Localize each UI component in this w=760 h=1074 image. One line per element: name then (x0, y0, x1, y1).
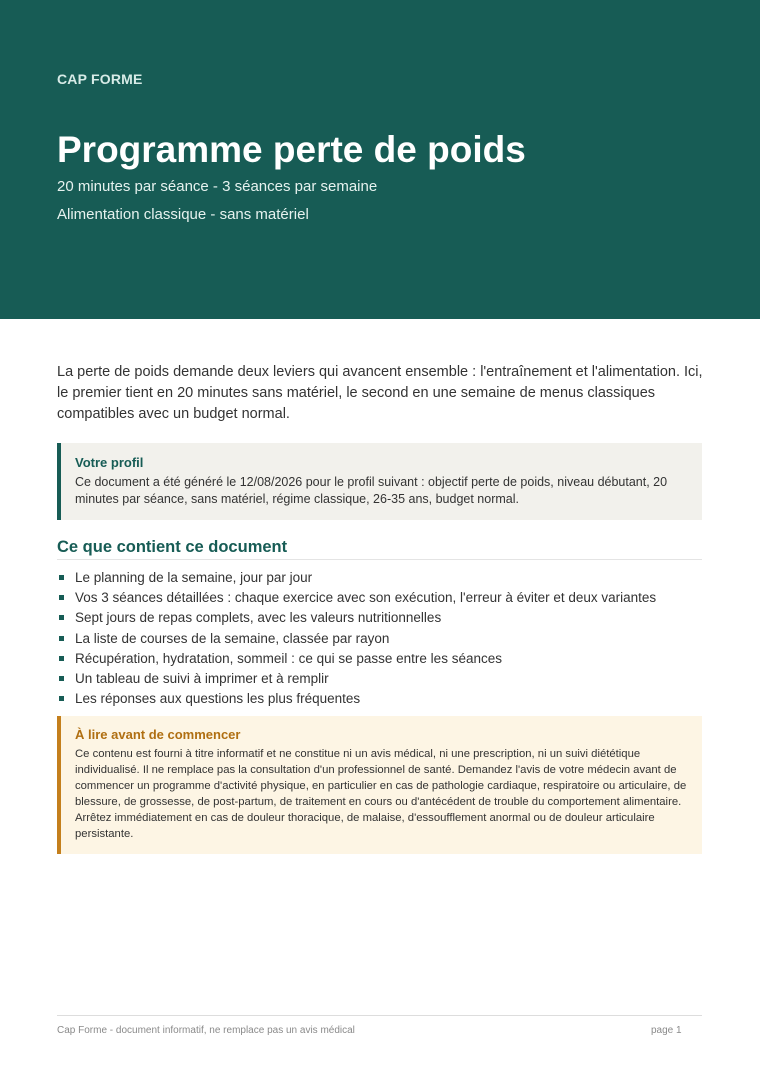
list-item-text: Vos 3 séances détaillées : chaque exercice avec son exécution, l'erreur à éviter et deux variantes (75, 590, 657, 606)
warning-box (57, 716, 702, 854)
list-item (57, 689, 702, 709)
list-item-text: Récupération, hydratation, sommeil : ce qui se passe entre les séances (75, 650, 502, 666)
profile-text: Ce document a été généré le 12/08/2026 pour le profil suivant : objectif perte de poids, niveau débutant, 20 minutes par séance, sans matériel, régime classique, 26-35 ans, budget normal. (75, 475, 668, 506)
bullet-icon (59, 676, 64, 681)
bullet-icon (59, 696, 64, 701)
profile-title: Votre profil (75, 455, 144, 470)
list-item-text: Sept jours de repas complets, avec les valeurs nutritionnelles (75, 610, 442, 626)
list-item (57, 608, 702, 628)
bullet-icon (59, 656, 64, 661)
contents-list (57, 568, 702, 709)
profile-box (57, 443, 702, 520)
header-banner (0, 0, 760, 319)
warning-title: À lire avant de commencer (75, 727, 241, 742)
footer-divider (57, 1015, 702, 1016)
warning-text: Ce contenu est fourni à titre informatif et ne constitue ni un avis médical, ni une prescription, ni un suivi diététique individualisé. Il ne remplace pas la consultation d'un professionnel de santé. Demandez l'avis de votre médecin avant de commencer un programme d'activité physique, en particulier en cas de pathologie cardiaque, respiratoire ou articulaire, de blessure, de grossesse, de post-partum, de traitement en cours ou d'antécédent de trouble du comportement alimentaire. Arrêtez immédiatement en cas de douleur thoracique, de malaise, d'essoufflement anormal ou de douleur articulaire persistante. (75, 748, 687, 840)
page-number: page 1 (651, 1025, 682, 1036)
list-item (57, 629, 702, 649)
bullet-icon (59, 575, 64, 580)
list-item (57, 588, 702, 608)
list-item (57, 649, 702, 669)
list-item (57, 568, 702, 588)
page-title: Programme perte de poids (57, 129, 526, 170)
bullet-icon (59, 595, 64, 600)
footer-disclaimer: Cap Forme - document informatif, ne remplace pas un avis médical (57, 1025, 355, 1036)
list-item-text: Un tableau de suivi à imprimer et à remplir (75, 671, 329, 687)
list-item-text: Le planning de la semaine, jour par jour (75, 570, 313, 585)
list-item-text: La liste de courses de la semaine, classée par rayon (75, 630, 390, 646)
subtitle-sessions: 20 minutes par séance - 3 séances par semaine (57, 178, 378, 195)
list-item-text: Les réponses aux questions les plus fréquentes (75, 691, 361, 707)
subtitle-diet: Alimentation classique - sans matériel (57, 206, 309, 223)
bullet-icon (59, 615, 64, 620)
list-item (57, 669, 702, 689)
intro-paragraph: La perte de poids demande deux leviers qui avancent ensemble : l'entraînement et l'alimentation. Ici, le premier tient en 20 minutes sans matériel, le second en une semaine de menus classiques compatibles avec un budget normal. (57, 364, 703, 422)
section-divider (57, 559, 702, 560)
bullet-icon (59, 636, 64, 641)
section-title-contents: Ce que contient ce document (57, 538, 288, 556)
brand-name: CAP FORME (57, 71, 143, 87)
